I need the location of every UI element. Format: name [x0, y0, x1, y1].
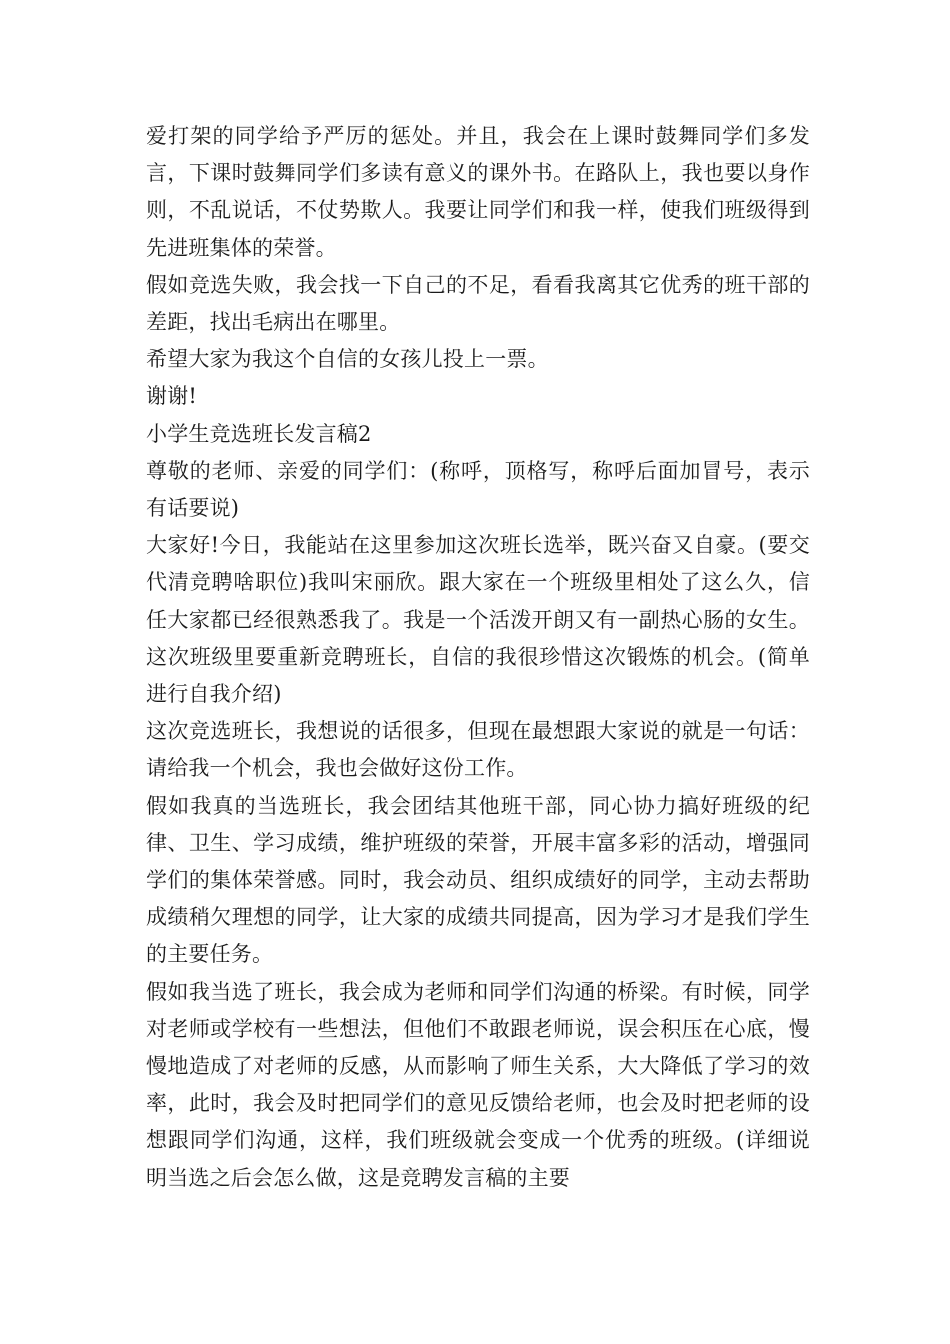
salutation: 尊敬的老师、亲爱的同学们：(称呼，顶格写，称呼后面加冒号，表示有话要说) — [146, 458, 810, 521]
paragraph-9: 假如我真的当选班长，我会团结其他班干部，同心协力搞好班级的纪律、卫生、学习成绩，维护班级的荣誉，开展丰富多彩的活动，增强同学们的集体荣誉感。同时，我会动员、组织成绩好的同学，主动去帮助成绩稍欠理想的同学，让大家的成绩共同提高，因为学习才是我们学生的主要任务。 — [146, 793, 810, 967]
paragraph-1: 爱打架的同学给予严厉的惩处。并且，我会在上课时鼓舞同学们多发言，下课时鼓舞同学们多读有意义的课外书。在路队上，我也要以身作则，不乱说话，不仗势欺人。我要让同学们和我一样，使我们班级得到先进班集体的荣誉。 — [146, 124, 810, 260]
paragraph-7: 大家好!今日，我能站在这里参加这次班长选举，既兴奋又自豪。(要交代清竞聘啥职位)我叫宋丽欣。跟大家在一个班级里相处了这么久，信任大家都已经很熟悉我了。我是一个活泼开朗又有一副热心肠的女生。这次班级里要重新竞聘班长，自信的我很珍惜这次锻炼的机会。(简单进行自我介绍) — [146, 533, 810, 707]
paragraph-4: 谢谢! — [146, 384, 198, 409]
paragraph-2: 假如竞选失败，我会找一下自己的不足，看看我离其它优秀的班干部的差距，找出毛病出在哪里。 — [146, 272, 810, 335]
section-heading: 小学生竞选班长发言稿2 — [146, 421, 372, 446]
document-body — [146, 118, 810, 1197]
paragraph-10: 假如我当选了班长，我会成为老师和同学们沟通的桥梁。有时候，同学对老师或学校有一些想法，但他们不敢跟老师说，误会积压在心底，慢慢地造成了对老师的反感，从而影响了师生关系，大大降低了学习的效率，此时，我会及时把同学们的意见反馈给老师，也会及时把老师的设想跟同学们沟通，这样，我们班级就会变成一个优秀的班级。(详细说明当选之后会怎么做，这是竞聘发言稿的主要 — [146, 979, 810, 1190]
paragraph-8: 这次竞选班长，我想说的话很多，但现在最想跟大家说的就是一句话：请给我一个机会，我也会做好这份工作。 — [146, 719, 810, 781]
paragraph-3: 希望大家为我这个自信的女孩儿投上一票。 — [146, 347, 549, 372]
